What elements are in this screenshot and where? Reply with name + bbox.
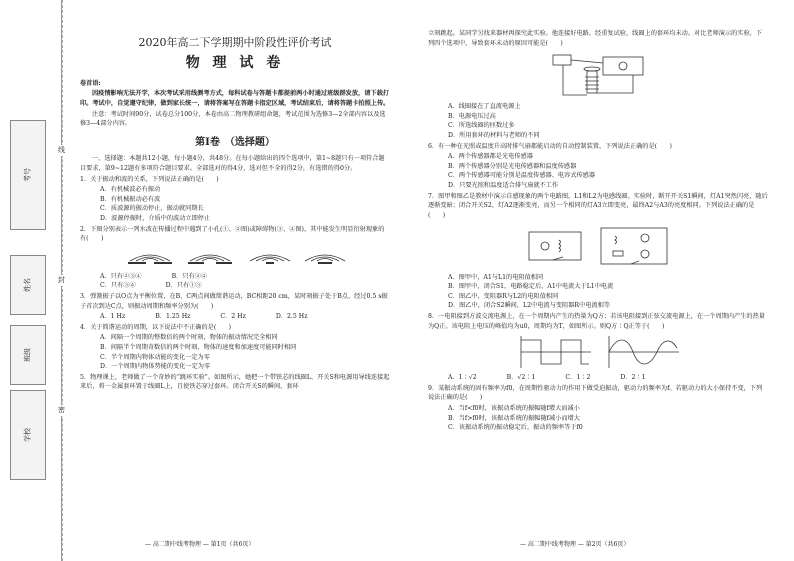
q7-option-a: A．图甲中，A1与L1的电阻值相同	[448, 273, 544, 281]
q3-options	[80, 312, 390, 322]
q8-option-a: A．1∶√2	[448, 374, 477, 382]
question-1: 1．关于振动和波的关系，下列说法正确的是( )	[80, 175, 219, 183]
q1-option-b: B．有机械振动必有波	[100, 195, 161, 203]
q5-option-b: B．电源电压过高	[448, 112, 496, 120]
q3-option-b: B．1.25 Hz	[155, 313, 191, 321]
section-title: 第Ⅰ卷 （选择题）	[195, 136, 275, 148]
footer-page-2: — 高二期中线考物理 — 第2页（共6页）	[520, 541, 630, 548]
q2-option-c: C．只有③④	[100, 282, 136, 290]
preface-heading: 卷首语:	[80, 79, 101, 87]
school-box: 学校	[10, 390, 46, 480]
page-1	[80, 22, 390, 393]
q3-option-d: D．2.5 Hz	[275, 313, 308, 321]
q7-option-b: B．图甲中，闭合S1，电路稳定后，A1中电流大于L1中电流	[448, 283, 614, 291]
seal-word-line: 线	[58, 146, 65, 154]
q6-option-c: C．两个传感器可能分别是温度传感器、电容式传感器	[448, 172, 596, 180]
preface-text: 因疫情影响无法开学，本次考试采用线测考方式，每科试卷与答题卡都提前两小时通过班级群发放，请下载打印。考试中，自觉遵守纪律，做到家长统一，请将答案写在答题卡指定区域，考试结束后，请将答题卡拍照上传。	[80, 90, 390, 107]
q4-option-a: A．间隔一个周期的整数倍的两个时刻，物体的振动情况完全相同	[100, 334, 278, 342]
question-3: 3．弹簧振子以O点为平衡位置，在B、C两点间做简谐运动，BC相距20 cm，某时刻振子处于B点，经过0.5 s振子首次到达C点，则振动周期和频率分别为( )	[80, 292, 388, 310]
q4-option-d: D．一个周期内物体势能的变化一定为零	[100, 363, 211, 371]
exam-number-box: 考号	[10, 120, 46, 230]
q2-options-2	[80, 281, 390, 291]
class-box: 班级	[10, 325, 46, 385]
question-4: 4．关于简谐运动的周期，以下说法中不正确的是( )	[80, 323, 232, 331]
q5-option-c: C．所选线圈的匝数过多	[448, 122, 515, 130]
q8-option-c: C．1∶2	[565, 374, 591, 382]
q8-option-d: D．2∶1	[620, 374, 646, 382]
self-induction-circuits	[428, 224, 768, 270]
question-2: 2．下图分别表示一列水波在传播过程中遇到了小孔(①、②图)或障碍物(③、④图)，其中能发生明显衍射现象的有( )	[80, 225, 385, 243]
q6-option-a: A．两个传感器都是光电传感器	[448, 153, 533, 161]
q3-option-a: A．1 Hz	[100, 313, 126, 321]
q6-option-d: D．只要光照和温度适合排气扇就不工作	[448, 182, 559, 190]
q9-option-a: A．当f<f0时，该振动系统的振幅随f增大而减小	[448, 405, 580, 413]
q3-option-c: C．2 Hz	[220, 313, 246, 321]
question-5-continued: 立刻跳起。某同学另找来器材再探究此实验。他连接好电路，经重复试验，线圈上的套环均未动。对比老师演示的实验，下列四个选项中，导致套环未动的原因可能是( )	[428, 30, 763, 47]
q5-option-d: D．所用套环的材料与老师的不同	[448, 132, 540, 140]
q2-options	[80, 272, 390, 282]
q7-option-c: C．图乙中，变阻器R与L2的电阻值相同	[448, 292, 559, 300]
name-box: 姓名	[10, 255, 46, 315]
subject-title: 物 理 试 卷	[185, 55, 285, 72]
jumping-ring-figure	[428, 51, 768, 99]
seal-word-seal: 封	[58, 276, 65, 284]
instruction: 一、选择题：本题共12小题，每小题4分，共48分。在每小题给出的四个选项中，第1~8题只有一项符合题目要求，第9~12题有多项符合题目要求。全部选对的得4分，选对但不全的得2分，有选错的得0分。	[80, 155, 385, 172]
q9-option-b: B．当f>f0时，该振动系统的振幅随f减小而增大	[448, 414, 580, 422]
binding-margin	[0, 0, 62, 561]
q8-option-b: B．√2∶1	[506, 374, 536, 382]
q2-option-b: B．只有②④	[171, 272, 208, 280]
q4-option-c: C．半个周期内物体动能的变化一定为零	[100, 353, 210, 361]
question-9: 9．某振动系统的固有频率为f0，在周期性驱动力的作用下做受迫振动，驱动力的频率为f。若驱动力的大小保持不变，下列说法正确的是( )	[428, 384, 763, 402]
question-6: 6．有一种在光照或温度升高时排气扇都能启动的自动控制装置，下列说法正确的是( )	[428, 142, 672, 150]
q9-option-c: C．该振动系统的振动稳定后，振动的频率等于f0	[448, 424, 583, 432]
q1-option-c: C．质波源的振动停止，振动就同期长	[100, 205, 204, 213]
footer-page-1: — 高二期中线考物理 — 第1页（共6页）	[145, 541, 255, 548]
question-7: 7．图甲和图乙是教材中演示自感现象的两个电路图，L1和L2为电感线圈。实验时，断开开关S1瞬间，灯A1突然闪亮，随后逐渐变暗；闭合开关S2，灯A2逐渐变亮，而另一个相同的灯A3立即变亮，最终A2与A3的亮度相同。下列说法正确的是( )	[428, 192, 768, 219]
wave-diffraction-figure	[80, 247, 390, 269]
question-8: 8．一电阻接到方波交流电源上，在一个周期内产生的热量为Q方；若该电阻接到正弦交流电源上，在一个周期内产生的热量为Q正。该电阻上电压的峰值均为u0，周期均为T，如图所示。则Q方∶Q正等于( )	[428, 312, 765, 330]
question-5: 5．物理课上，老师做了一个奇妙的“跳环实验”。如图所示，她把一个带铁芯的线圈L、开关S和电源用导线连接起来后，将一金属套环置于线圈L上，且使铁芯穿过套环。闭合开关S的瞬间，套环	[80, 373, 390, 391]
exam-title: 2020年高二下学期期中阶段性评价考试	[138, 36, 332, 49]
q5-option-a: A．线圈接在了直流电源上	[448, 103, 521, 111]
q8-options	[428, 373, 768, 383]
seal-word-secret: 密	[58, 406, 65, 414]
page-2	[428, 28, 768, 433]
q2-option-d: D．只有①③	[165, 282, 202, 290]
q7-option-d: D．图乙中，闭合S2瞬间，L2中电流与变阻器R中电流相等	[448, 302, 610, 310]
q1-option-a: A．有机械波必有振动	[100, 186, 161, 194]
q1-option-d: D．波源停振时，介质中的波动立即停止	[100, 214, 211, 222]
exam-note: 注意：考试时间90分，试卷总分100分，本卷由高二物理教研组命题，考试范围为选修3—2全部内容以及选修3—4部分内容。	[80, 110, 386, 128]
q4-option-b: B．间隔半个周期奇数倍的两个时刻，物体的速度和加速度可能同时相同	[100, 344, 297, 352]
q2-option-a: A．只有②③④	[100, 272, 142, 280]
waveform-figure	[428, 334, 768, 370]
q6-option-b: B．两个传感器分别是光电传感器和温度传感器	[448, 162, 577, 170]
